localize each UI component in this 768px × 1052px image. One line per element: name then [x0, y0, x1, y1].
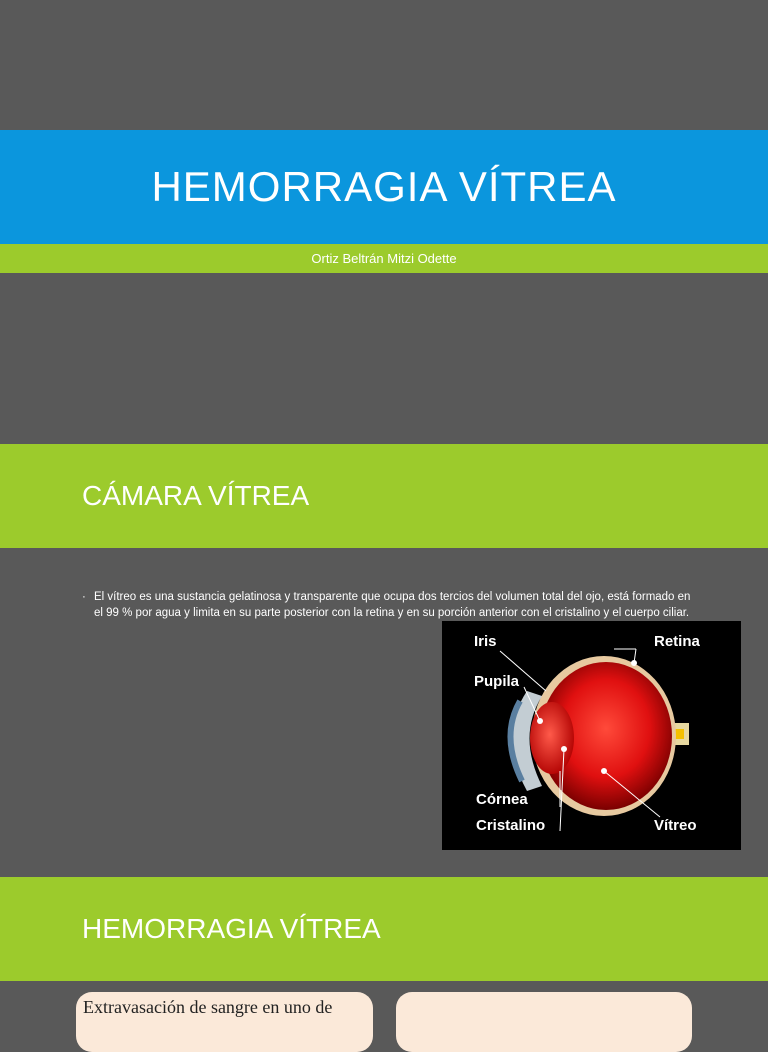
bullet-content: El vítreo es una sustancia gelatinosa y transparente que ocupa dos tercios del volumen total del ojo, está formado en el 99 % por agua y limita en su parte posterior con la retina y en su porción anterior con el cristalino y el cuerpo ciliar.: [94, 591, 691, 619]
label-cornea: Córnea: [476, 791, 528, 808]
subtitle-band: [0, 244, 768, 273]
box-text-left: Extravasación de sangre en uno de: [83, 997, 333, 1017]
content-box-right: [396, 992, 692, 1052]
label-iris: Iris: [474, 633, 497, 650]
eye-diagram-icon: [442, 621, 741, 850]
bullet-text: [82, 589, 702, 621]
section-title-camara: CÁMARA VÍTREA: [82, 480, 310, 511]
section-band-hemorragia: [0, 877, 768, 981]
section-band-camara: [0, 444, 768, 548]
title-band: [0, 130, 768, 244]
label-retina: Retina: [654, 633, 700, 650]
label-pupila: Pupila: [474, 673, 520, 690]
slide-title: HEMORRAGIA VÍTREA: [151, 163, 617, 210]
bullet-dot-icon: ·: [82, 591, 86, 603]
section-title-hemorragia: HEMORRAGIA VÍTREA: [82, 913, 381, 944]
label-cristalino: Cristalino: [476, 817, 546, 834]
label-vitreo: Vítreo: [654, 817, 697, 834]
slide-subtitle: Ortiz Beltrán Mitzi Odette: [311, 251, 457, 266]
eye-diagram-figure: [442, 621, 741, 850]
